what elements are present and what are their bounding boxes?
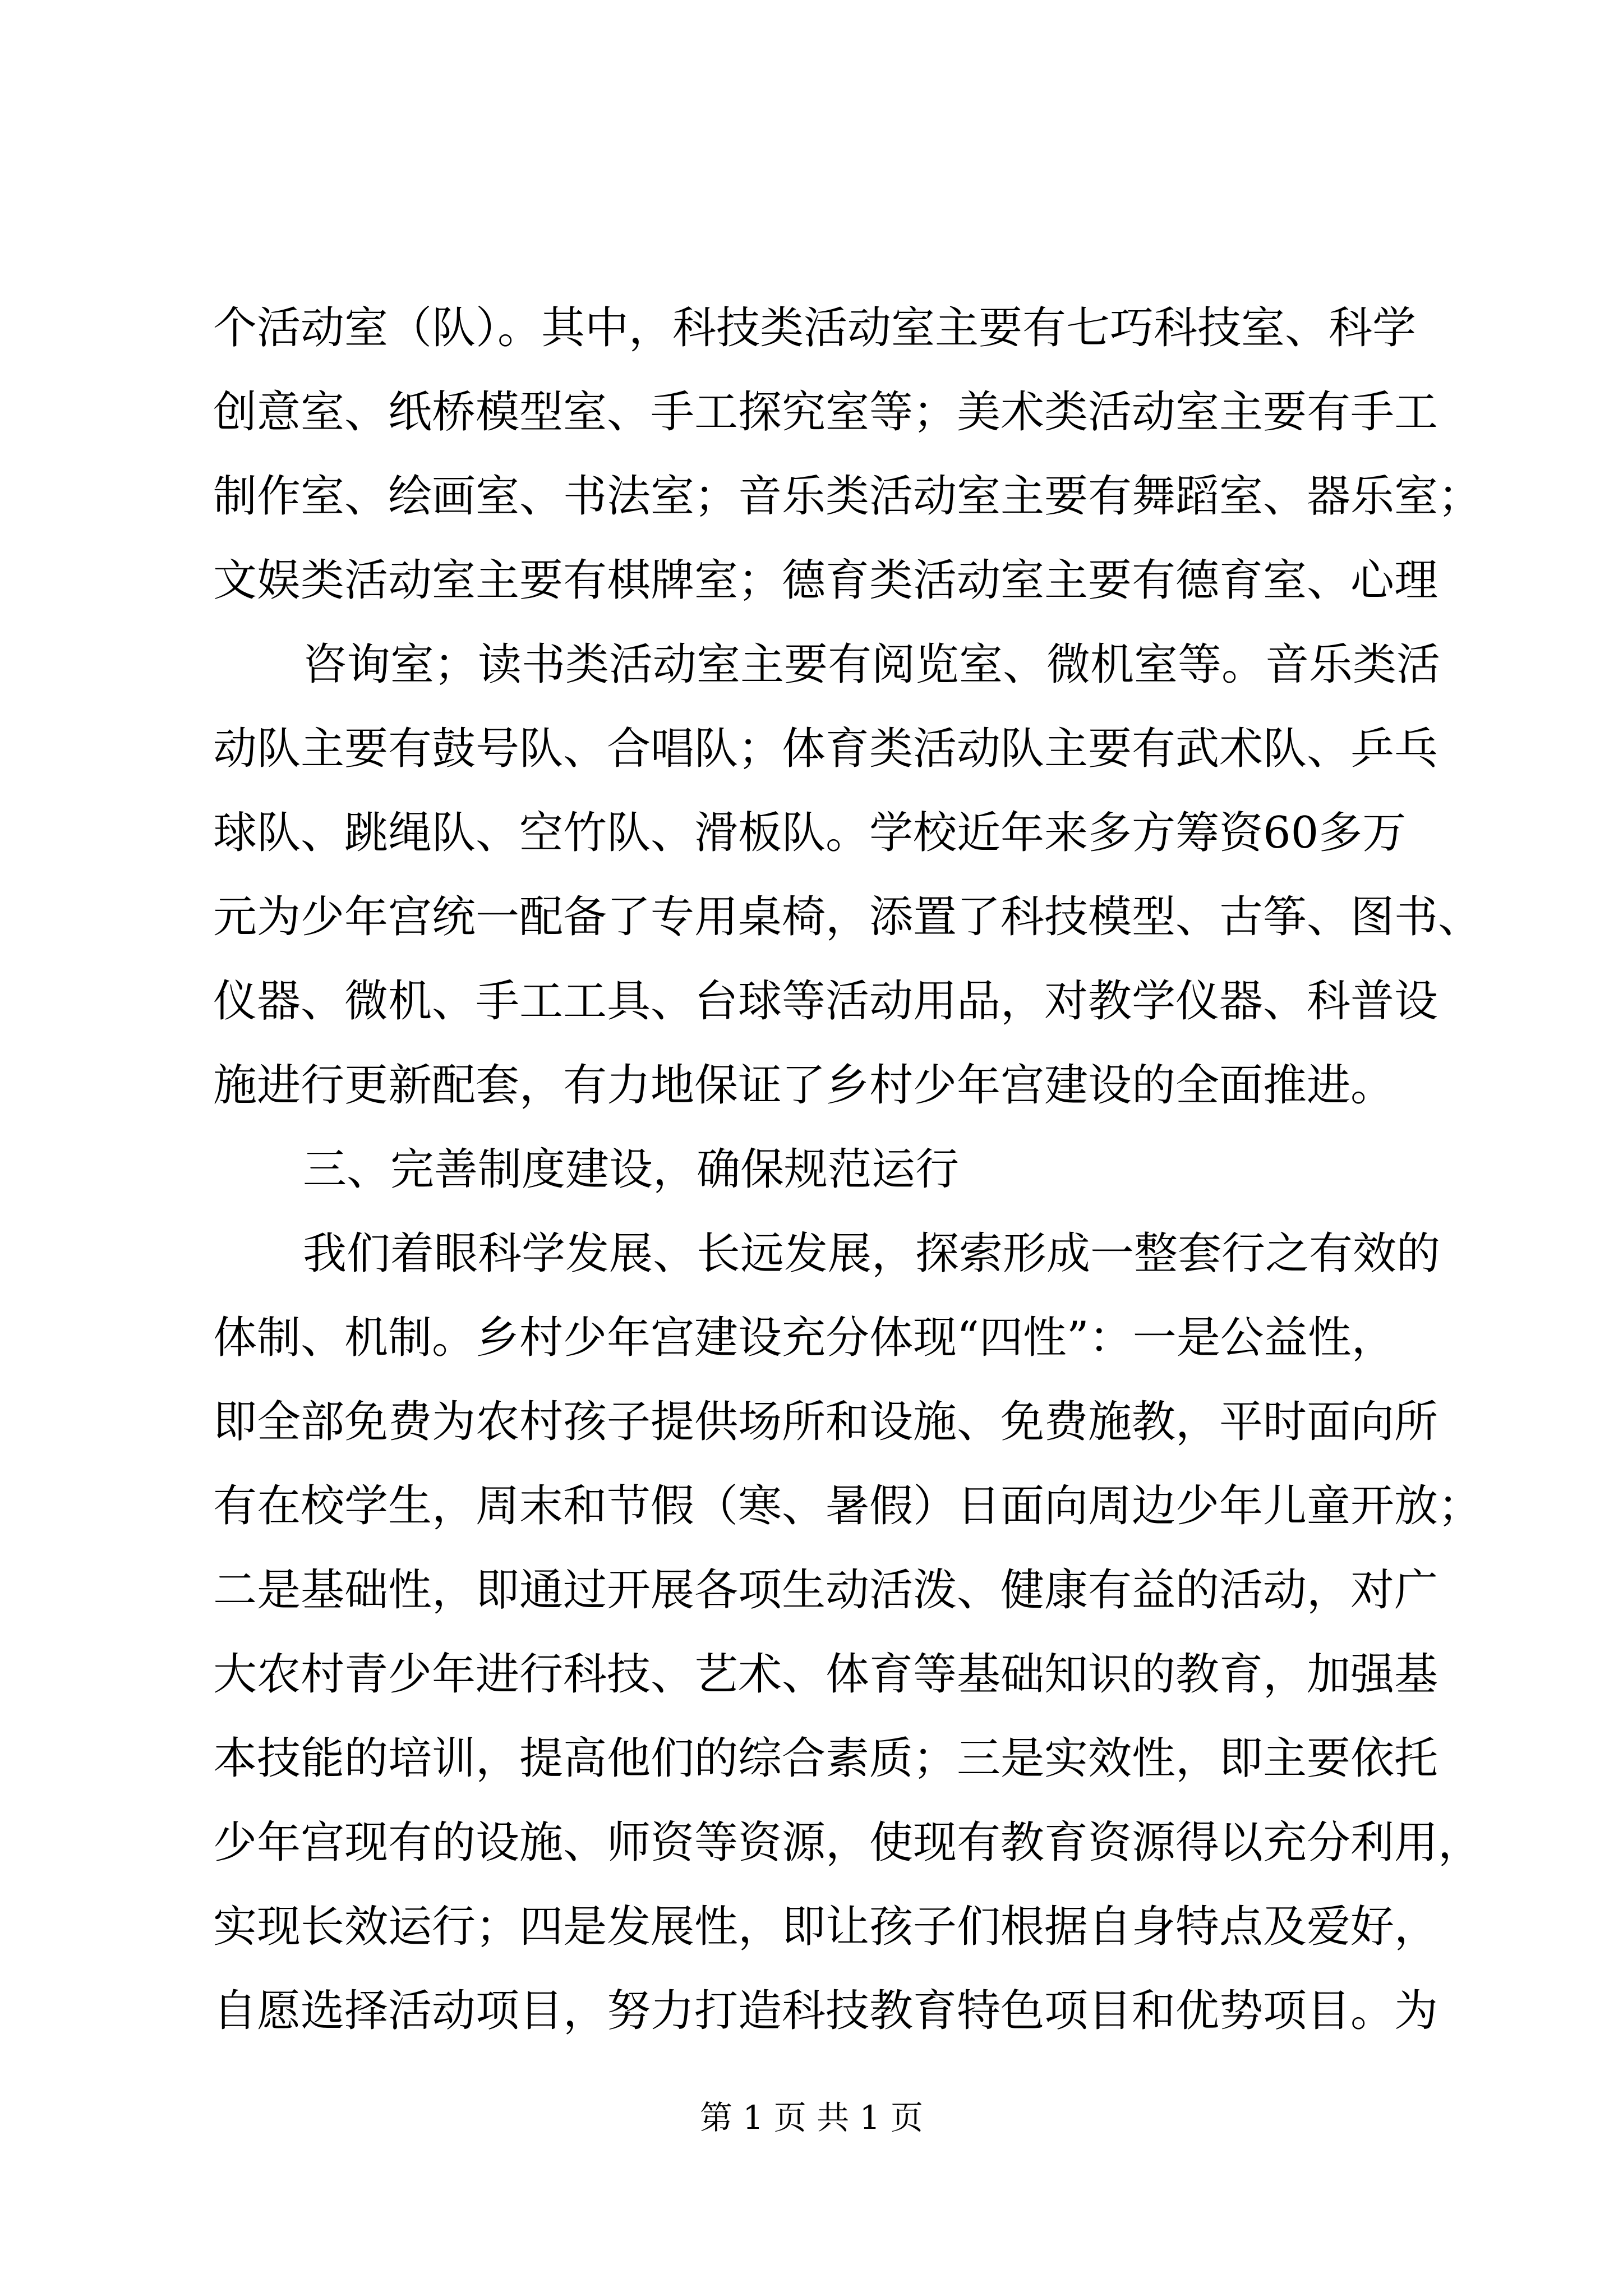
body-text-line: 大农村青少年进行科技、艺术、体育等基础知识的教育，加强基 (213, 1649, 1438, 1700)
body-text-line: 有在校学生，周末和节假（寒、暑假）日面向周边少年儿童开放； (213, 1481, 1482, 1531)
body-text-line: 二是基础性，即通过开展各项生动活泼、健康有益的活动，对广 (213, 1565, 1438, 1616)
body-text-line: 制作室、绘画室、书法室；音乐类活动室主要有舞蹈室、器乐室； (213, 471, 1482, 522)
section-heading: 三、完善制度建设，确保规范运行 (303, 1144, 960, 1195)
body-text-line: 实现长效运行；四是发展性，即让孩子们根据自身特点及爱好， (213, 1902, 1438, 1952)
body-text-line: 咨询室；读书类活动室主要有阅览室、微机室等。音乐类活 (303, 639, 1441, 690)
body-text-line: 文娱类活动室主要有棋牌室；德育类活动室主要有德育室、心理 (213, 555, 1438, 606)
page-footer: 第 1 页 共 1 页 (700, 2099, 923, 2137)
body-text-line: 球队、跳绳队、空竹队、滑板队。学校近年来多方筹资60多万 (213, 808, 1407, 858)
body-text-line: 自愿选择活动项目，努力打造科技教育特色项目和优势项目。为 (213, 1986, 1438, 2036)
body-text-line: 少年宫现有的设施、师资等资源，使现有教育资源得以充分利用， (213, 1818, 1482, 1868)
body-text-line: 仪器、微机、手工工具、台球等活动用品，对教学仪器、科普设 (213, 976, 1438, 1027)
body-text-line: 即全部免费为农村孩子提供场所和设施、免费施教，平时面向所 (213, 1397, 1438, 1447)
body-text-line: 施进行更新配套，有力地保证了乡村少年宫建设的全面推进。 (213, 1060, 1395, 1111)
body-text-line: 动队主要有鼓号队、合唱队；体育类活动队主要有武术队、乒乓 (213, 724, 1438, 774)
body-text-line: 个活动室（队）。其中，科技类活动室主要有七巧科技室、科学 (213, 303, 1417, 353)
body-text-line: 元为少年宫统一配备了专用桌椅，添置了科技模型、古筝、图书、 (213, 892, 1482, 942)
body-text-line: 我们着眼科学发展、长远发展，探索形成一整套行之有效的 (303, 1228, 1441, 1279)
body-text-line: 创意室、纸桥模型室、手工探究室等；美术类活动室主要有手工 (213, 387, 1438, 438)
body-text-line: 本技能的培训，提高他们的综合素质；三是实效性，即主要依托 (213, 1733, 1438, 1784)
body-text-line: 体制、机制。乡村少年宫建设充分体现“四性”：一是公益性， (213, 1313, 1395, 1363)
